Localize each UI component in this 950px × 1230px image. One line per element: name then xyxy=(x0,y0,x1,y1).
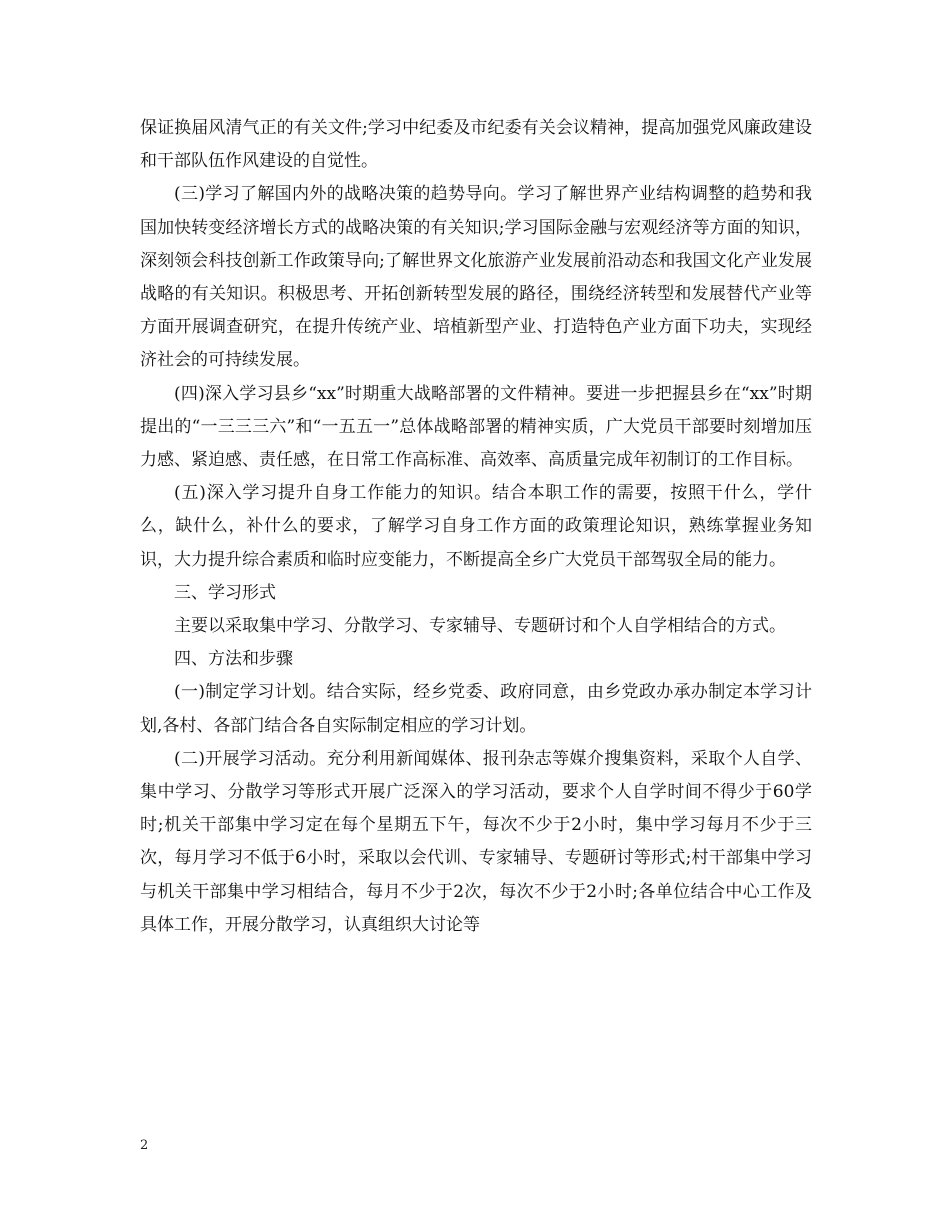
paragraph-study-form: 主要以采取集中学习、分散学习、专家辅导、专题研讨和个人自学相结合的方式。 xyxy=(174,616,786,637)
paragraph-section-3-strategy: (三)学习了解国内外的战略决策的趋势导向。学习了解世界产业结构调整的趋势和我国加快转变经济增长方式的战略决策的有关知识;学习国际金融与宏观经济等方面的知识，深刻领会科技创新工作政策导向;了解世界文化旅游产业发展前沿动态和我国文化产业发展战略的有关知识。积极思考、开拓创新转型发展的路径，围绕经济转型和发展替代产业等方面开展调查研究，在提升传统产业、培植新型产业、打造特色产业方面下功夫，实现经济社会的可持续发展。 xyxy=(140,184,812,371)
document-body xyxy=(140,112,812,942)
paragraph-continuation: 保证换届风清气正的有关文件;学习中纪委及市纪委有关会议精神，提高加强党风廉政建设和干部队伍作风建设的自觉性。 xyxy=(140,118,812,172)
heading-methods-steps: 四、方法和步骤 xyxy=(174,649,293,670)
paragraph-section-4-deployment: (四)深入学习县乡“xx”时期重大战略部署的文件精神。要进一步把握县乡在“xx”时期提出的“一三三三六”和“一五五一”总体战略部署的精神实质，广大党员干部要时刻增加压力感、紧迫感、责任感，在日常工作高标准、高效率、高质量完成年初制订的工作目标。 xyxy=(140,383,812,471)
paragraph-step-2-activities: (二)开展学习活动。充分利用新闻媒体、报刊杂志等媒介搜集资料，采取个人自学、集中学习、分散学习等形式开展广泛深入的学习活动，要求个人自学时间不得少于60学时;机关干部集中学习定在每个星期五下午，每次不少于2小时，集中学习每月不少于三次，每月学习不低于6小时，采取以会代训、专家辅导、专题研讨等形式;村干部集中学习与机关干部集中学习相结合，每月不少于2次，每次不少于2小时;各单位结合中心工作及具体工作，开展分散学习，认真组织大讨论等 xyxy=(140,748,812,935)
heading-study-form: 三、学习形式 xyxy=(174,582,276,603)
paragraph-step-1-plan: (一)制定学习计划。结合实际，经乡党委、政府同意，由乡党政办承办制定本学习计划,各村、各部门结合各自实际制定相应的学习计划。 xyxy=(140,682,812,736)
paragraph-section-5-ability: (五)深入学习提升自身工作能力的知识。结合本职工作的需要，按照干什么，学什么，缺什么，补什么的要求，了解学习自身工作方面的政策理论知识，熟练掌握业务知识，大力提升综合素质和临时应变能力，不断提高全乡广大党员干部驾驭全局的能力。 xyxy=(140,483,812,570)
page-number: 2 xyxy=(140,1138,149,1153)
